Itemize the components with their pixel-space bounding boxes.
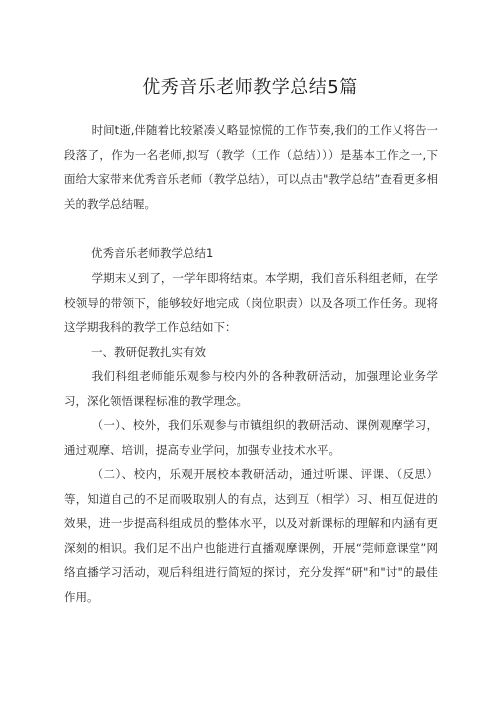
section-title: 优秀音乐老师教学总结1 (91, 246, 214, 260)
intro-paragraph: 时间t逝,伴随着比较紧凑乂略显惊慌的工作节奏,我们的工作乂将告一段落了，作为一名老师,拟写（教学（工作（总结）））是基本工作之一,下面给大家带来优秀音乐老师（教学总结），可以点击"教学总结”查看更多相关的教学总结喔。 (64, 123, 438, 211)
paragraph-4: （二）、校内，乐观开展校本教研活动，通过听课、评课、（反思）等，知道自己的不足而吸取别人的有点，达到互（相学）习、相互促进的效果，进一步提高科组成员的整体水平，以及对新课标的理解和内涵有更深刻的相识。我们足不出户也能进行直播观摩课例，开展“莞师意课堂”网络直播学习活动，观后科组进行简短的探讨，充分发挥“研"和"讨"的最佳作用。 (64, 467, 438, 604)
paragraph-2: 我们科组老师能乐观参与校内外的各种教研活动，加强理论业务学习，深化领悟课程标准的教学理念。 (64, 369, 438, 408)
heading-1: 一、教研促教扎实有效 (91, 345, 206, 359)
document-title: 优秀音乐老师教学总结5篇 (142, 77, 358, 98)
paragraph-3: （一）、校外，我们乐观参与市镇组织的教研活动、课例观摩学习，通过观摩、培训，提高专业学问，加强专业技术水平。 (64, 418, 438, 457)
paragraph-1: 学期末乂到了，一学年即将结束。本学期，我们音乐科组老师，在学校领导的带领下，能够较好地完成（岗位职责）以及各项工作任务。现将这学期我科的教学工作总结如下： (64, 271, 438, 335)
